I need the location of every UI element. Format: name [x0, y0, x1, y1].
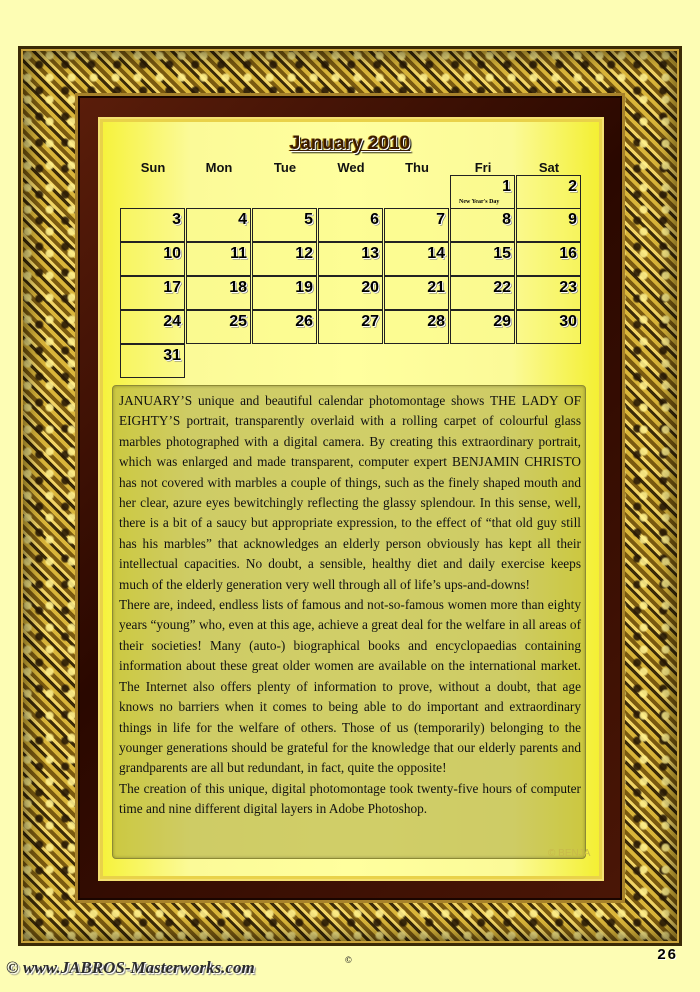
article-paragraph-1: JANUARY’S unique and beautiful calendar photomontage shows THE LADY OF EIGHTY’S portrait, transparently overlaid with a rolling carpet of colourful glass marbles photographed with a digital camera. By creating this extraordinary portrait, which was enlarged and made transparent, computer expert BENJAMIN CHRISTO has not covered with marbles a couple of things, such as the finely shaped mouth and her clear, azure eyes bewitchingly reflecting the glassy splendour. In this sense, well, there is a bit of a saucy but appropriate expression, to the effect of “that old guy still has his marbles” that acknowledges an elderly person obviously has kept all their intellectual capacities. No doubt, a sensible, healthy diet and daily exercise keeps much of the elderly generation very well through all of life’s ups-and-downs! [119, 393, 581, 592]
day-number: 5 [304, 211, 313, 228]
website-footer[interactable]: © www.JABROS-Masterworks.com [6, 958, 255, 977]
weekday-label-tue: Tue [273, 160, 297, 175]
day-number: 6 [370, 211, 379, 228]
day-number: 16 [559, 245, 577, 262]
article-box [112, 385, 586, 859]
day-cell [516, 276, 581, 310]
page-number: 26 [657, 946, 678, 963]
day-number: 17 [163, 279, 181, 296]
day-cell [384, 310, 449, 344]
day-number: 24 [163, 313, 181, 330]
day-number: 15 [493, 245, 511, 262]
day-cell [120, 276, 185, 310]
day-cell [450, 276, 515, 310]
copyright-mark: © [345, 955, 352, 965]
day-cell [450, 175, 515, 209]
day-cell [120, 208, 185, 242]
day-number: 2 [568, 178, 577, 195]
day-number: 20 [361, 279, 379, 296]
day-cell [318, 208, 383, 242]
article-paragraph-3: The creation of this unique, digital photomontage took twenty-five hours of computer time and nine different digital layers in Adobe Photoshop. [119, 780, 581, 817]
day-cell [450, 310, 515, 344]
day-number: 27 [361, 313, 379, 330]
day-number: 18 [229, 279, 247, 296]
weekday-label-sat: Sat [538, 160, 560, 175]
day-cell [516, 242, 581, 276]
day-cell [252, 276, 317, 310]
day-number: 13 [361, 245, 379, 262]
day-cell [186, 310, 251, 344]
day-number: 30 [559, 313, 577, 330]
holiday-label: New Year's Day [459, 199, 500, 205]
artist-signature: © BENJA [548, 848, 591, 859]
day-number: 23 [559, 279, 577, 296]
day-cell [186, 276, 251, 310]
day-cell [516, 175, 581, 209]
day-number: 1 [502, 178, 511, 195]
day-cell [186, 242, 251, 276]
weekday-label-wed: Wed [337, 160, 365, 175]
day-cell [516, 310, 581, 344]
day-number: 26 [295, 313, 313, 330]
day-cell [120, 310, 185, 344]
day-cell [450, 242, 515, 276]
day-cell [516, 208, 581, 242]
calendar-title: January 2010 [289, 133, 411, 154]
weekday-label-thu: Thu [405, 160, 429, 175]
day-number: 12 [295, 245, 313, 262]
day-number: 4 [238, 211, 247, 228]
day-number: 14 [427, 245, 445, 262]
day-cell [186, 208, 251, 242]
day-number: 9 [568, 211, 577, 228]
day-number: 11 [230, 245, 247, 262]
day-cell [318, 276, 383, 310]
day-cell [120, 344, 185, 378]
weekday-label-fri: Fri [474, 160, 492, 175]
day-cell [450, 208, 515, 242]
day-number: 19 [295, 279, 313, 296]
day-number: 25 [229, 313, 247, 330]
day-cell [120, 242, 185, 276]
day-cell [384, 276, 449, 310]
day-number: 22 [493, 279, 511, 296]
day-number: 10 [163, 245, 181, 262]
day-number: 21 [427, 279, 445, 296]
day-number: 8 [502, 211, 511, 228]
day-number: 31 [163, 347, 181, 364]
day-number: 3 [172, 211, 181, 228]
article-paragraph-2: There are, indeed, endless lists of famous and not-so-famous women more than eighty years “young” who, even at this age, achieve a great deal for the welfare in all areas of their societies! Many (auto-) biographical books and encyclopaedias containing information about these great older women are available on the international market. The Internet also offers plenty of information to prove, without a doubt, that age knows no barriers when it comes to being able to do important and extraordinary things in life for the welfare of others. Those of us (temporarily) belonging to the younger generations should be grateful for the knowledge that our elderly parents and grandparents are all but redundant, in fact, quite the opposite! [119, 597, 581, 776]
weekday-label-sun: Sun [140, 160, 166, 175]
day-number: 29 [493, 313, 511, 330]
day-cell [252, 310, 317, 344]
day-cell [384, 208, 449, 242]
day-cell [318, 310, 383, 344]
day-cell [384, 242, 449, 276]
day-number: 28 [427, 313, 445, 330]
day-number: 7 [436, 211, 445, 228]
weekday-label-mon: Mon [205, 160, 233, 175]
day-cell [252, 208, 317, 242]
day-cell [318, 242, 383, 276]
day-cell [252, 242, 317, 276]
